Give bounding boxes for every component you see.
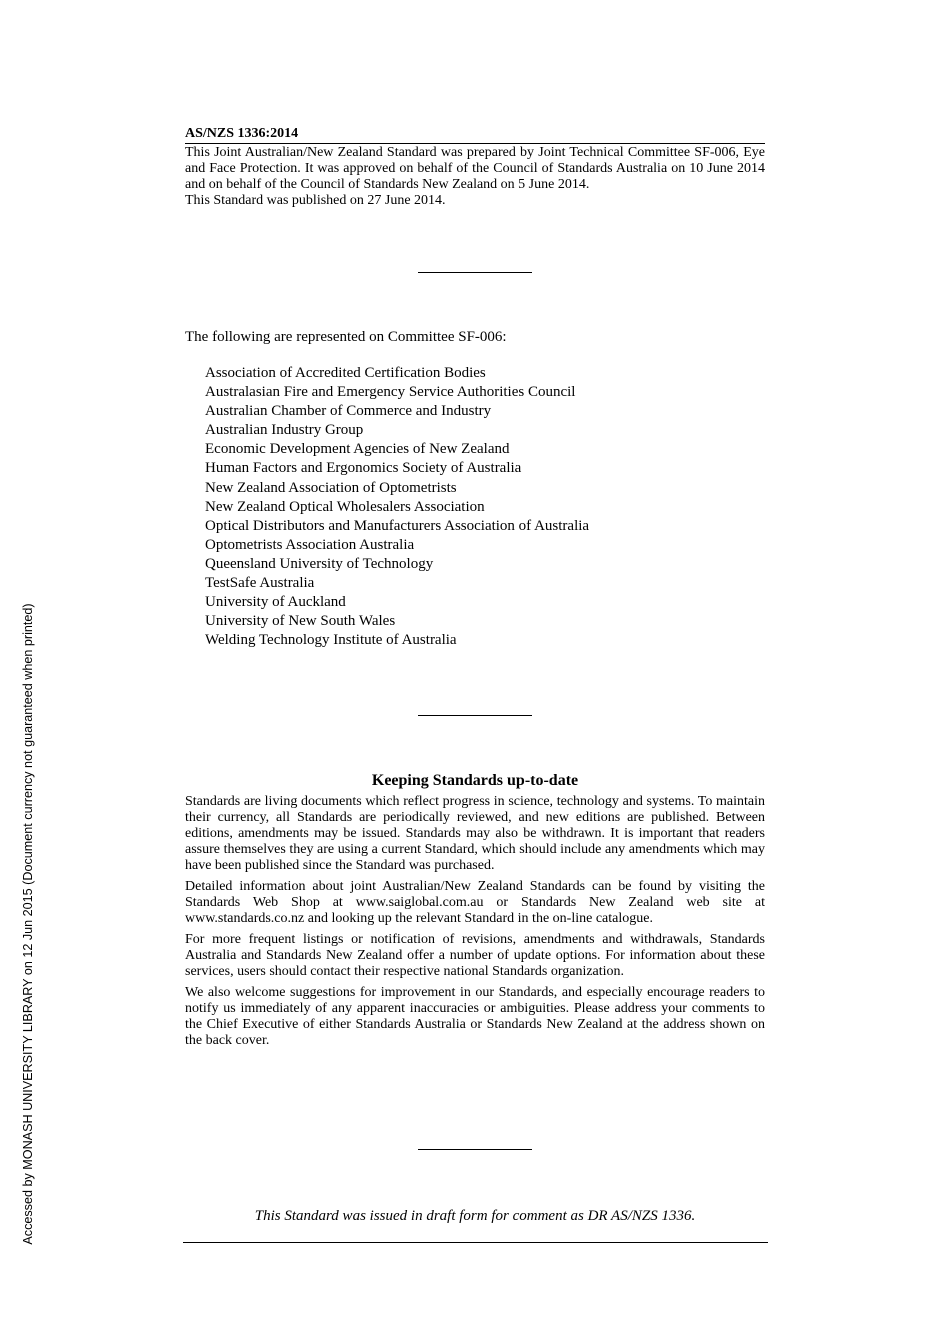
committee-member: Queensland University of Technology — [205, 555, 434, 572]
section-divider — [418, 1149, 532, 1150]
section-heading: Keeping Standards up-to-date — [371, 772, 579, 789]
committee-member: Association of Accredited Certification Bodies — [205, 365, 486, 381]
committee-members-list — [205, 364, 765, 650]
draft-note: This Standard was issued in draft form for comment as DR AS/NZS 1336. — [254, 1208, 696, 1224]
body-paragraph: We also welcome suggestions for improvement in our Standards, and especially encourage readers to notify us immediately of any apparent inaccuracies or ambiguities. Please address your comments to the Chief Executive of either Standards Australia or Standards New Zealand at the address shown on the back cover. — [185, 985, 765, 1048]
document-id: AS/NZS 1336:2014 — [185, 126, 765, 144]
access-note: Accessed by MONASH UNIVERSITY LIBRARY on 12 Jun 2015 (Document currency not guaranteed when printed) — [21, 603, 35, 1245]
committee-member: Australasian Fire and Emergency Service Authorities Council — [205, 384, 576, 401]
committee-member: Australian Chamber of Commerce and Industry — [205, 403, 492, 420]
committee-member: Human Factors and Ergonomics Society of Australia — [205, 460, 522, 477]
committee-member: TestSafe Australia — [205, 575, 315, 592]
body-paragraph: Detailed information about joint Australian/New Zealand Standards can be found by visiting the Standards Web Shop at www.saiglobal.com.au or Standards New Zealand web site at www.standards.co.nz and looking up the relevant Standard in the on-line catalogue. — [185, 879, 765, 926]
committee-member: Optometrists Association Australia — [205, 536, 415, 553]
section-divider — [418, 715, 532, 716]
body-paragraph: Standards are living documents which reflect progress in science, technology and systems. To maintain their currency, all Standards are periodically reviewed, and new editions are published. Between editions, amendments may be issued. Standards may also be withdrawn. It is important that readers assure themselves they are using a current Standard, which should include any amendments which may have been published since the Standard was purchased. — [185, 794, 765, 873]
body-paragraph: For more frequent listings or notification of revisions, amendments and withdrawals, Standards Australia and Standards New Zealand offer a number of update options. For information about these services, users should contact their respective national Standards organization. — [185, 932, 765, 979]
committee-member: University of Auckland — [205, 594, 346, 611]
keeping-up-to-date-body — [185, 794, 765, 1054]
committee-member: Welding Technology Institute of Australia — [205, 632, 457, 649]
committee-intro: The following are represented on Committee SF-006: — [185, 329, 507, 345]
committee-member: Optical Distributors and Manufacturers Association of Australia — [205, 517, 590, 534]
preparation-text: This Joint Australian/New Zealand Standard was prepared by Joint Technical Committee SF-006, Eye and Face Protection. It was approved on behalf of the Council of Standards Australia on 10 June 2014 and on behalf of the Council of Standards New Zealand on 5 June 2014. — [185, 145, 765, 192]
section-divider — [418, 272, 532, 273]
footer-rule — [183, 1242, 768, 1243]
committee-member: Australian Industry Group — [205, 422, 364, 439]
committee-member: University of New South Wales — [205, 613, 396, 630]
preparation-block — [185, 145, 765, 209]
committee-member: New Zealand Association of Optometrists — [205, 479, 457, 496]
committee-member: Economic Development Agencies of New Zealand — [205, 441, 510, 458]
published-text: This Standard was published on 27 June 2014. — [185, 193, 446, 208]
committee-member: New Zealand Optical Wholesalers Association — [205, 498, 485, 515]
